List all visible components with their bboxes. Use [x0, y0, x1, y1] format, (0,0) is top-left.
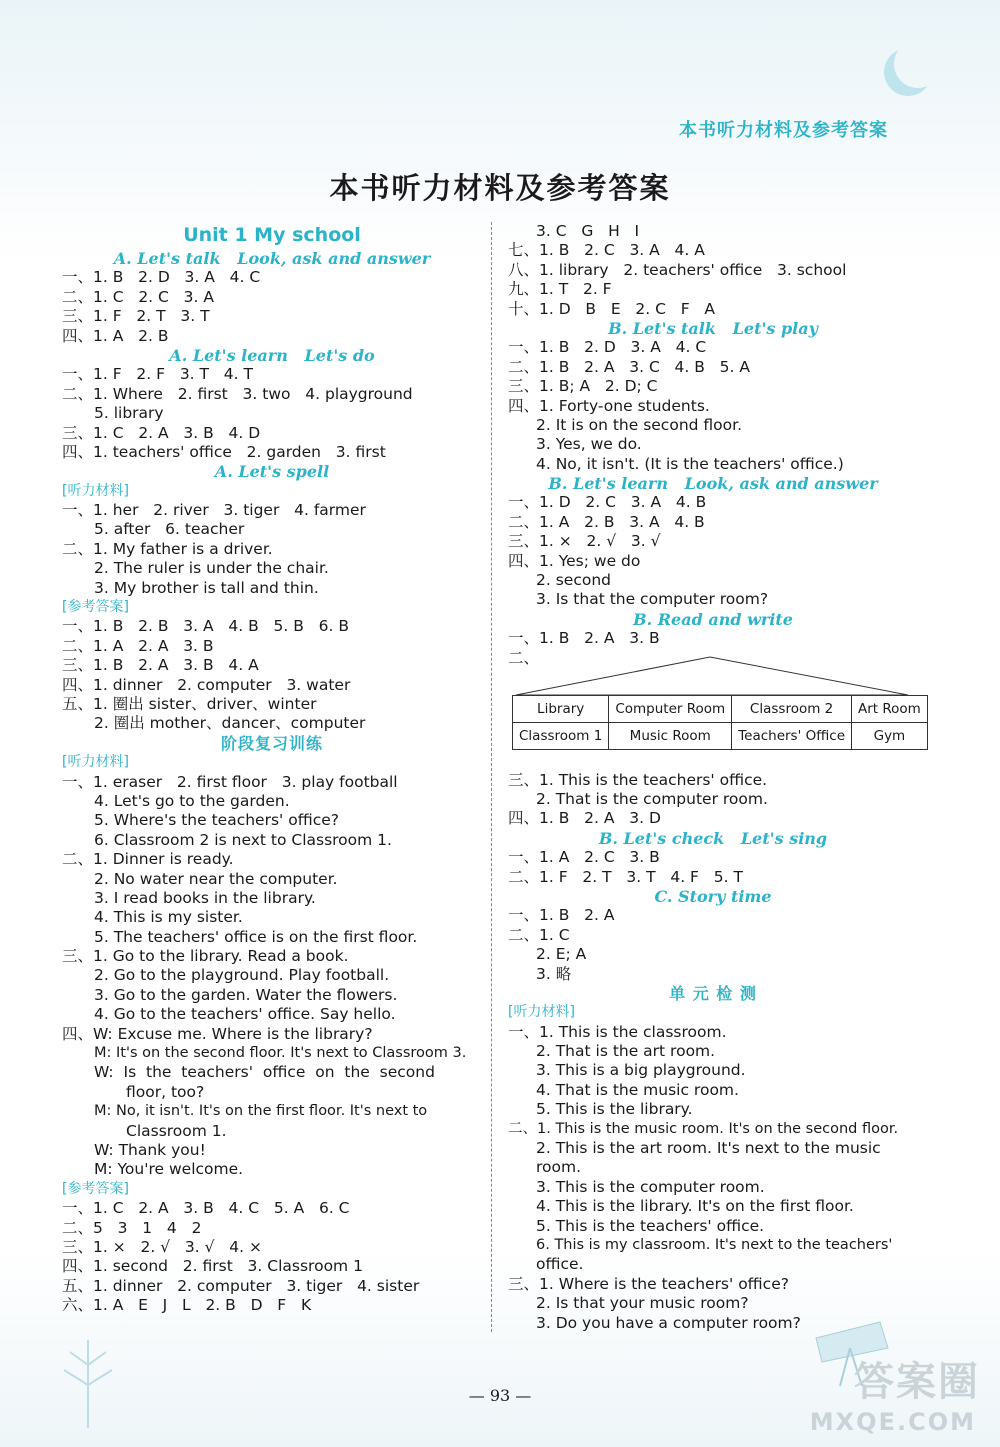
answer-line: 4. Go to the teachers' office. Say hello. [94, 1005, 396, 1024]
answer-line: 3. I read books in the library. [94, 888, 316, 907]
answer-line: 5. The teachers' office is on the first floor. [94, 927, 418, 946]
answer-line: 3. C G H I [536, 222, 640, 240]
answer-line: 4. This is the library. It's on the first floor. [536, 1197, 854, 1216]
answer-line: 二、5 3 1 4 2 [62, 1218, 202, 1237]
answer-line: 三、1. × 2. √ 3. √ 4. × [62, 1237, 262, 1256]
answer-line: 二、1. Dinner is ready. [62, 850, 234, 869]
dialogue-line: M: You're welcome. [94, 1160, 244, 1179]
answer-line: 一、1. B 2. A 3. B [508, 629, 660, 648]
section-heading: C. Story time [654, 886, 772, 906]
answer-key-tag: [参考答案] [62, 599, 129, 616]
answer-line: 2. second [536, 571, 611, 590]
answer-line: 四、1. B 2. A 3. D [508, 809, 661, 828]
answer-line: 一、1. B 2. D 3. A 4. C [62, 268, 261, 287]
table-cell: Gym [852, 722, 928, 749]
listening-material-tag: [听力材料] [62, 754, 129, 771]
answer-line: 五、1. dinner 2. computer 3. tiger 4. sister [62, 1276, 420, 1295]
answer-line: 2. Go to the playground. Play football. [94, 966, 390, 985]
answer-line: 一、1. A 2. C 3. B [508, 848, 660, 867]
answer-line: 二、1. A 2. B 3. A 4. B [508, 512, 705, 531]
answer-line: 4. No, it isn't. (It is the teachers' office.) [536, 454, 844, 473]
answer-line: 2. Is that your music room? [536, 1294, 749, 1313]
answer-line: 3. Go to the garden. Water the flowers. [94, 985, 398, 1004]
answer-line: 八、1. library 2. teachers' office 3. school [508, 260, 847, 279]
answer-line: 5. This is the teachers' office. [536, 1216, 765, 1235]
answer-line: 十、1. D B E 2. C F A [508, 299, 716, 318]
page-title: 本书听力材料及参考答案 [329, 171, 671, 205]
watermark-url: MXQE.COM [809, 1408, 976, 1436]
dialogue-line: W: Thank you! [94, 1140, 206, 1159]
answer-line: 3. My brother is tall and thin. [94, 578, 319, 597]
table-cell: Classroom 2 [732, 695, 852, 722]
answer-line: 3. Is that the computer room? [536, 590, 769, 609]
answer-line: 一、1. B 2. B 3. A 4. B 5. B 6. B [62, 617, 349, 636]
answer-line: 4. Let's go to the garden. [94, 791, 290, 810]
answer-line: 一、1. This is the classroom. [508, 1022, 727, 1041]
answer-line: 二、 [508, 648, 540, 667]
right-column [508, 222, 921, 1333]
answer-line: 一、1. F 2. F 3. T 4. T [62, 365, 253, 384]
answer-line: 6. Classroom 2 is next to Classroom 1. [94, 830, 392, 849]
answer-line: 一、1. B 2. D 3. A 4. C [508, 338, 707, 357]
answer-line: 三、1. B 2. A 3. B 4. A [62, 656, 259, 675]
answer-line: 五、1. 圈出 sister、driver、winter [62, 694, 317, 713]
answer-line: 四、1. Yes; we do [508, 551, 641, 570]
answer-line: room. [536, 1158, 582, 1177]
answer-line: 2. E; A [536, 945, 587, 964]
answer-line: 一、1. D 2. C 3. A 4. B [508, 493, 707, 512]
table-cell: Classroom 1 [513, 722, 609, 749]
dialogue-line: floor, too? [126, 1082, 205, 1101]
table-cell: Teachers' Office [732, 722, 852, 749]
column-divider [491, 222, 492, 1332]
section-heading: B. Let's learn Look, ask and answer [548, 474, 878, 494]
dialogue-line: 四、W: Excuse me. Where is the library? [62, 1024, 373, 1043]
answer-line: 5. after 6. teacher [94, 520, 245, 539]
answer-line: 3. This is the computer room. [536, 1177, 765, 1196]
dialogue-line: Classroom 1. [126, 1121, 227, 1140]
answer-line: 九、1. T 2. F [508, 280, 612, 299]
section-heading: B. Let's check Let's sing [598, 828, 828, 848]
answer-line: 二、1. F 2. T 3. T 4. F 5. T [508, 867, 743, 886]
school-building-diagram [512, 655, 921, 767]
answer-line: 3. Do you have a computer room? [536, 1313, 801, 1332]
answer-line: 三、1. Go to the library. Read a book. [62, 947, 349, 966]
left-column [62, 222, 482, 1315]
section-heading: B. Let's talk Let's play [608, 318, 818, 338]
table-cell: Art Room [852, 695, 928, 722]
answer-line: 三、1. This is the teachers' office. [508, 770, 768, 789]
answer-line: 4. That is the music room. [536, 1080, 739, 1099]
answer-line: 四、1. A 2. B [62, 326, 169, 345]
answer-line: 3. 略 [536, 964, 572, 983]
section-heading: B. Read and write [633, 609, 793, 629]
answer-line: 三、1. Where is the teachers' office? [508, 1274, 789, 1293]
answer-line: 二、1. C 2. C 3. A [62, 287, 214, 306]
answer-line: 3. This is a big playground. [536, 1061, 746, 1080]
section-heading: 单 元 检 测 [669, 983, 757, 1003]
answer-line: 2. The ruler is under the chair. [94, 559, 329, 578]
answer-line: 一、1. C 2. A 3. B 4. C 5. A 6. C [62, 1199, 350, 1218]
answer-line: 六、1. A E J L 2. B D F K [62, 1296, 312, 1315]
roof-outline [512, 655, 912, 697]
moon-decoration-icon [894, 40, 942, 88]
answer-line: 一、1. her 2. river 3. tiger 4. farmer [62, 501, 366, 520]
watermark-logo: 答案圈 [854, 1359, 980, 1405]
answer-line: 四、1. dinner 2. computer 3. water [62, 675, 351, 694]
answer-line: 三、1. × 2. √ 3. √ [508, 532, 661, 551]
table-cell: Music Room [609, 722, 732, 749]
dialogue-line: M: No, it isn't. It's on the first floor. It's next to [94, 1103, 428, 1120]
answer-line: 4. This is my sister. [94, 908, 243, 927]
answer-line: 四、1. teachers' office 2. garden 3. first [62, 442, 386, 461]
answer-line: 四、1. Forty-one students. [508, 396, 710, 415]
table-cell: Computer Room [609, 695, 732, 722]
table-row [513, 722, 928, 749]
answer-line: 3. Yes, we do. [536, 435, 642, 454]
unit-title: Unit 1 My school [183, 224, 361, 246]
answer-line: 二、1. C [508, 925, 570, 944]
answer-line: 一、1. B 2. A [508, 906, 615, 925]
section-heading: A. Let's spell [214, 462, 330, 482]
answer-line: 6. This is my classroom. It's next to the teachers' [536, 1236, 893, 1253]
answer-line: 2. This is the art room. It's next to the music [536, 1139, 881, 1158]
dialogue-line: M: It's on the second floor. It's next to Classroom 3. [94, 1045, 467, 1062]
answer-line: 三、1. F 2. T 3. T [62, 307, 210, 326]
answer-line: 2. It is on the second floor. [536, 415, 743, 434]
answer-line: 2. That is the art room. [536, 1042, 716, 1061]
answer-line: office. [536, 1255, 584, 1274]
answer-line: 二、1. My father is a driver. [62, 539, 273, 558]
answer-line: 三、1. B; A 2. D; C [508, 377, 658, 396]
dialogue-line: W: Is the teachers' office on the second [94, 1063, 435, 1082]
answer-line: 2. 圈出 mother、dancer、computer [94, 714, 366, 733]
listening-material-tag: [听力材料] [508, 1004, 575, 1021]
table-cell: Library [513, 695, 609, 722]
answer-line: 二、1. A 2. A 3. B [62, 636, 214, 655]
answer-line: 七、1. B 2. C 3. A 4. A [508, 241, 705, 260]
answer-line: 三、1. C 2. A 3. B 4. D [62, 423, 261, 442]
answer-line: 二、1. B 2. A 3. C 4. B 5. A [508, 357, 750, 376]
header-tag: 本书听力材料及参考答案 [679, 120, 888, 141]
section-heading: A. Let's talk Look, ask and answer [113, 249, 431, 268]
answer-line: 二、1. Where 2. first 3. two 4. playground [62, 384, 413, 403]
answer-line: 二、1. This is the music room. It's on the second floor. [508, 1120, 899, 1137]
section-heading: A. Let's learn Let's do [169, 345, 375, 365]
answer-line: 5. Where's the teachers' office? [94, 811, 339, 830]
page-number: — 93 — [468, 1386, 532, 1405]
section-heading: 阶段复习训练 [220, 733, 323, 753]
table-row [513, 695, 928, 722]
answer-line: 5. library [94, 404, 164, 423]
answer-line: 2. No water near the computer. [94, 869, 338, 888]
answer-line: 5. This is the library. [536, 1100, 693, 1119]
rooms-table [512, 695, 928, 750]
tree-decoration-icon [48, 1330, 128, 1430]
answer-line: 2. That is the computer room. [536, 789, 768, 808]
answer-key-tag: [参考答案] [62, 1180, 129, 1197]
listening-material-tag: [听力材料] [62, 482, 129, 499]
answer-line: 四、1. second 2. first 3. Classroom 1 [62, 1257, 363, 1276]
answer-line: 一、1. eraser 2. first floor 3. play football [62, 772, 398, 791]
